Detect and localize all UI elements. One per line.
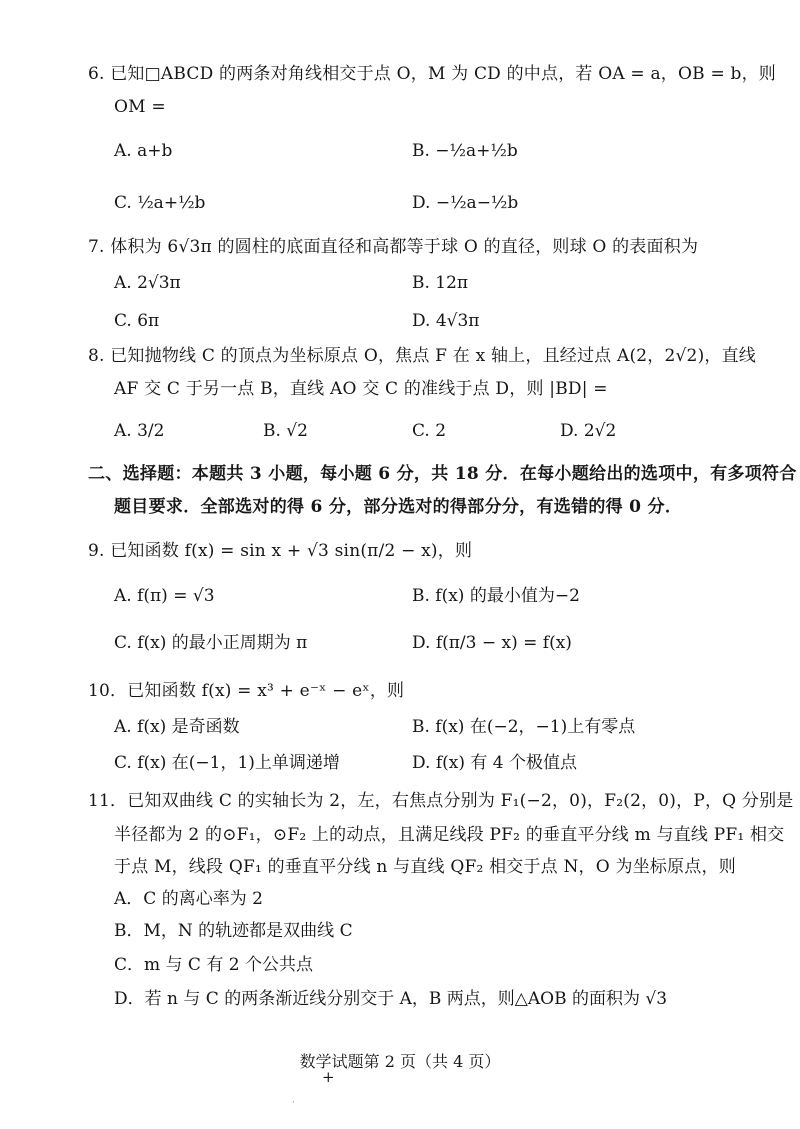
q10-option-a: A. f(x) 是奇函数 [114,717,240,737]
section2-instructions-line1: 二、选择题：本题共 3 小题，每小题 6 分，共 18 分．在每小题给出的选项中，有多项符合 [88,464,797,484]
q6-stem-line1: 6. 已知□ABCD 的两条对角线相交于点 O，M 为 CD 的中点，若 OA = a，OB = b，则 [88,64,776,84]
q7-option-a: A. 2√3π [114,273,181,293]
q11-option-a: A．C 的离心率为 2 [114,889,263,909]
q8-option-a: A. 3/2 [114,421,165,441]
q8-option-c: C. 2 [412,421,447,441]
q7-option-b: B. 12π [412,273,469,293]
q6-option-c: C. ½a+½b [114,193,206,213]
q9-option-d: D. f(π/3 − x) = f(x) [412,633,572,653]
q8-stem-line1: 8. 已知抛物线 C 的顶点为坐标原点 O，焦点 F 在 x 轴上，且经过点 A(2，2√2)，直线 [88,346,757,366]
q10-stem: 10．已知函数 f(x) = x³ + e⁻ˣ − eˣ，则 [88,681,405,701]
q9-option-c: C. f(x) 的最小正周期为 π [114,633,308,653]
q10-option-c: C. f(x) 在(−1，1)上单调递增 [114,753,340,773]
q8-stem-line2: AF 交 C 于另一点 B，直线 AO 交 C 的准线于点 D，则 |BD| = [114,379,608,399]
page-footer: 数学试题第 2 页（共 4 页） [299,1052,501,1071]
q11-option-b: B．M，N 的轨迹都是双曲线 C [114,921,353,941]
q6-option-a: A. a+b [114,141,173,161]
print-registration-mark: + [322,1068,335,1086]
q10-option-b: B. f(x) 在(−2，−1)上有零点 [412,717,636,737]
q11-stem-line3: 于点 M，线段 QF₁ 的垂直平分线 n 与直线 QF₂ 相交于点 N，O 为坐标原点，则 [114,857,736,877]
q8-option-b: B. √2 [263,421,308,441]
q11-option-c: C．m 与 C 有 2 个公共点 [114,955,313,975]
q11-option-d: D．若 n 与 C 的两条渐近线分别交于 A，B 两点，则△AOB 的面积为 √3 [114,989,668,1009]
q7-option-c: C. 6π [114,311,160,331]
q7-option-d: D. 4√3π [412,311,480,331]
q11-stem-line1: 11．已知双曲线 C 的实轴长为 2，左，右焦点分别为 F₁(−2，0)，F₂(2，0)，P，Q 分别是 [88,791,794,811]
q9-stem: 9. 已知函数 f(x) = sin x + √3 sin(π/2 − x)，则 [88,541,473,561]
q6-option-d: D. −½a−½b [412,193,519,213]
q10-option-d: D. f(x) 有 4 个极值点 [412,753,578,773]
q9-option-a: A. f(π) = √3 [114,586,215,606]
q11-stem-line2: 半径都为 2 的⊙F₁，⊙F₂ 上的动点，且满足线段 PF₂ 的垂直平分线 m 与直线 PF₁ 相交 [114,825,785,845]
q7-stem: 7. 体积为 6√3π 的圆柱的底面直径和高都等于球 O 的直径，则球 O 的表面积为 [88,237,699,257]
scan-speck: · [292,1098,295,1108]
q6-stem-line2: OM = [114,97,166,117]
q9-option-b: B. f(x) 的最小值为−2 [412,586,580,606]
q8-option-d: D. 2√2 [560,421,617,441]
q6-option-b: B. −½a+½b [412,141,518,161]
section2-instructions-line2: 题目要求．全部选对的得 6 分，部分选对的得部分分，有选错的得 0 分． [114,497,683,517]
